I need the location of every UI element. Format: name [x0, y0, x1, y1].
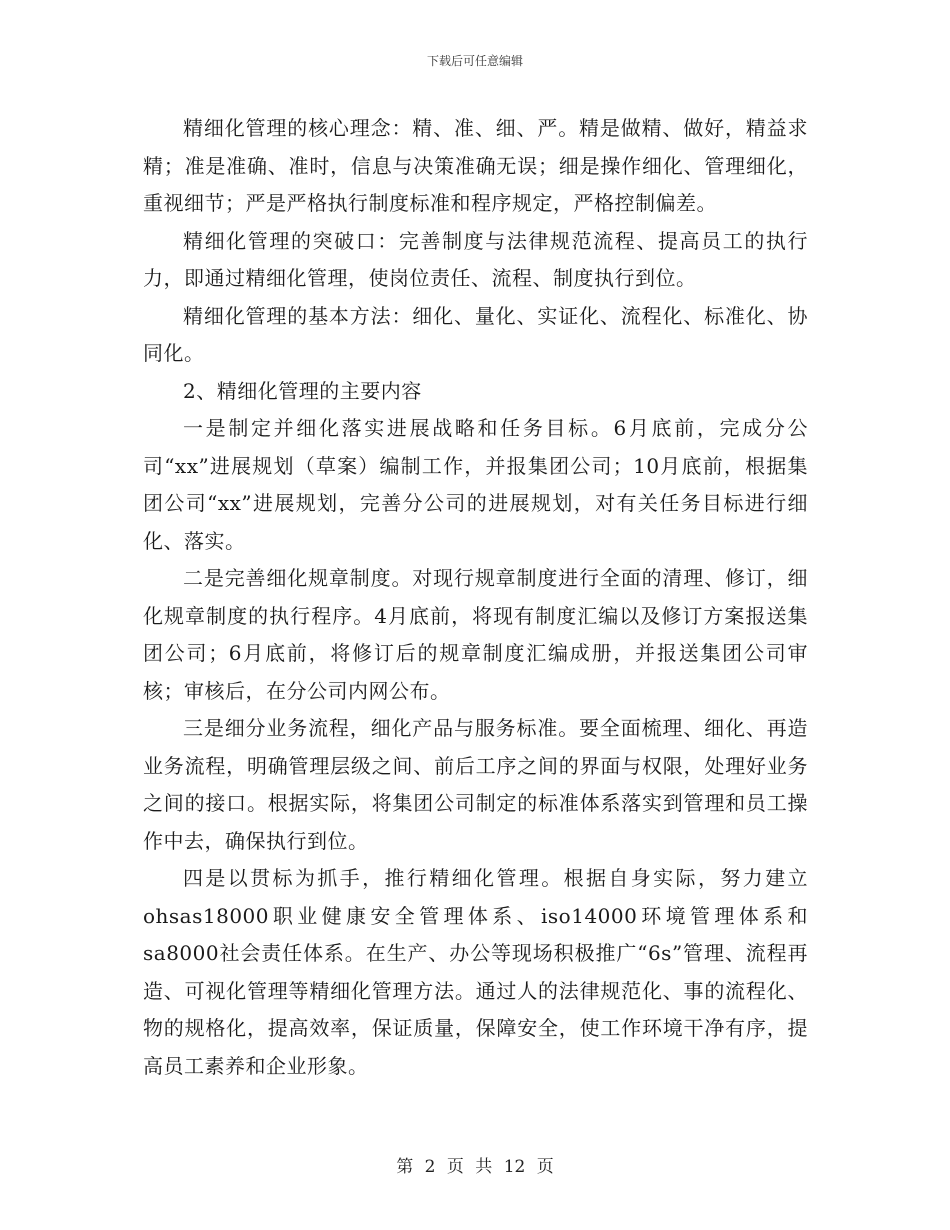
page-header-note: 下载后可任意编辑	[426, 54, 523, 68]
paragraph-item-three: 三是细分业务流程，细化产品与服务标准。要全面梳理、细化、再造业务流程，明确管理层级之间、前后工序之间的界面与权限，处理好业务之间的接口。根据实际，将集团公司制定的标准体系落实到管理和员工操作中去，确保执行到位。	[143, 716, 808, 853]
page-number-footer: 第 2 页 共 12 页	[396, 1157, 554, 1177]
paragraph-item-four: 四是以贯标为抓手，推行精细化管理。根据自身实际，努力建立ohsas18000职业健康安全管理体系、iso14000环境管理体系和sa8000社会责任体系。在生产、办公等现场积极推广“6s”管理、流程再造、可视化管理等精细化管理方法。通过人的法律规范化、事的流程化、物的规格化，提高效率，保证质量，保障安全，使工作环境干净有序，提高员工素养和企业形象。	[143, 866, 808, 1078]
paragraph-core-concept: 精细化管理的核心理念：精、准、细、严。精是做精、做好，精益求精；准是准确、准时，信息与决策准确无误；细是操作细化、管理细化，重视细节；严是严格执行制度标准和程序规定，严格控制偏差。	[143, 116, 808, 215]
paragraph-basic-methods: 精细化管理的基本方法：细化、量化、实证化、流程化、标准化、协同化。	[143, 303, 808, 365]
document-body	[143, 110, 808, 1085]
section-heading-main-content: 2、精细化管理的主要内容	[183, 378, 422, 403]
paragraph-item-one: 一是制定并细化落实进展战略和任务目标。6月底前，完成分公司“xx”进展规划（草案）编制工作，并报集团公司；10月底前，根据集团公司“xx”进展规划，完善分公司的进展规划，对有关任务目标进行细化、落实。	[143, 416, 808, 553]
paragraph-item-two: 二是完善细化规章制度。对现行规章制度进行全面的清理、修订，细化规章制度的执行程序。4月底前，将现有制度汇编以及修订方案报送集团公司；6月底前，将修订后的规章制度汇编成册，并报送集团公司审核；审核后，在分公司内网公布。	[143, 566, 808, 703]
paragraph-breakthrough: 精细化管理的突破口：完善制度与法律规范流程、提高员工的执行力，即通过精细化管理，使岗位责任、流程、制度执行到位。	[143, 228, 808, 290]
